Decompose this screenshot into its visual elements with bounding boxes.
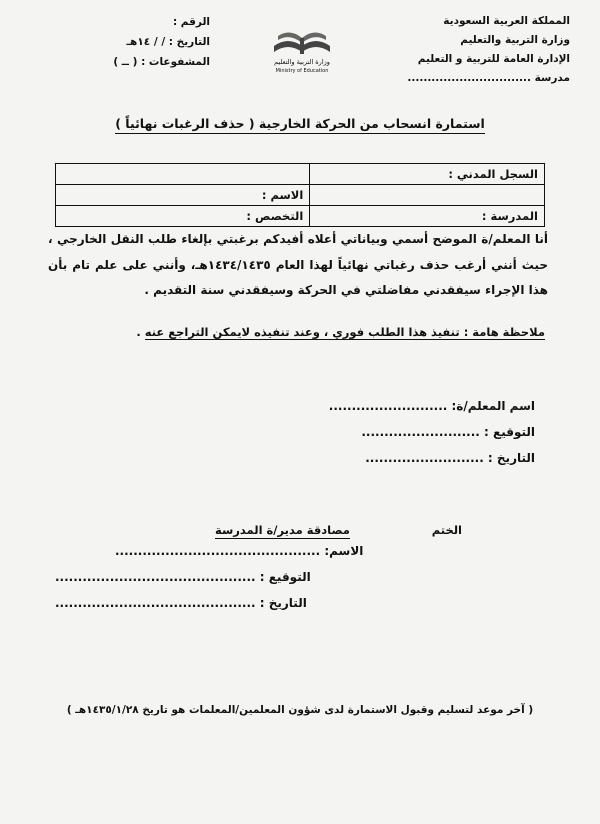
reference-date: التاريخ : / / ١٤هـ (126, 36, 210, 48)
teacher-signature-field[interactable]: التوقيع : .......................... (361, 425, 535, 439)
principal-signature-field[interactable]: التوقيع : ............................................ (55, 570, 311, 584)
declaration-paragraph: أنا المعلم/ة الموضح أسمي وبياناتي أعلاه أفيدكم برغبتي بإلغاء طلب النقل الخارجي ، حيث أنني أرغب حذف رغباتي نهائياً لهذا العام ١٤٣٤/١٤٣٥هـ، وأنني على علم تام بأن هذا الإجراء سيفقدني مفاضلتي في الحركة وسيفقدني سنة التقديم . (48, 232, 548, 297)
teacher-date-field[interactable]: التاريخ : .......................... (365, 451, 535, 465)
approval-title: مصادقة مدير/ة المدرسة (215, 523, 350, 537)
note-end: . (136, 325, 145, 339)
note-text: تنفيذ هذا الطلب فوري ، وعند تنفيذه لايمكن التراجع عنه (144, 325, 460, 339)
reference-number: الرقم : (172, 16, 210, 28)
kingdom-name: المملكة العربية السعودية (443, 15, 570, 27)
info-table (55, 163, 545, 227)
teacher-name-field[interactable]: اسم المعلم/ة: .......................... (328, 399, 535, 413)
important-note (136, 325, 545, 339)
header-reference (40, 12, 210, 72)
note-label: ملاحظة هامة : (459, 325, 545, 339)
logo-text: وزارة التربية والتعليم (274, 58, 330, 66)
seal-label: الختم (431, 523, 462, 537)
deadline-note: ( آخر موعد لتسليم وقبول الاستمارة لدى شؤون المعلمين/المعلمات هو تاريخ ١٤٣٥/١/٢٨هـ ) (66, 704, 534, 716)
principal-date-field[interactable]: التاريخ : ............................................ (55, 596, 307, 610)
specialization-cell[interactable]: التخصص : (56, 206, 310, 227)
logo-caption: Ministry of Education (275, 68, 329, 74)
school-cell[interactable]: المدرسة : (310, 206, 545, 227)
school-line: مدرسة ............................... (407, 72, 570, 84)
name-cell[interactable]: الاسم : (56, 185, 310, 206)
header-organization (360, 12, 570, 88)
form-title: استمارة انسحاب من الحركة الخارجية ( حذف الرغبات نهائياً ) (0, 116, 600, 131)
civil-record-value[interactable] (56, 164, 310, 185)
empty-cell[interactable] (310, 185, 545, 206)
directorate-name: الإدارة العامة للتربية و التعليم (417, 53, 570, 65)
civil-record-cell[interactable]: السجل المدني : (310, 164, 545, 185)
reference-attachments: المشفوعات : ( ــ ) (113, 56, 210, 68)
ministry-logo (262, 28, 342, 78)
principal-name-field[interactable]: الاسم: ............................................. (115, 544, 364, 558)
ministry-name: وزارة التربية والتعليم (460, 34, 570, 46)
